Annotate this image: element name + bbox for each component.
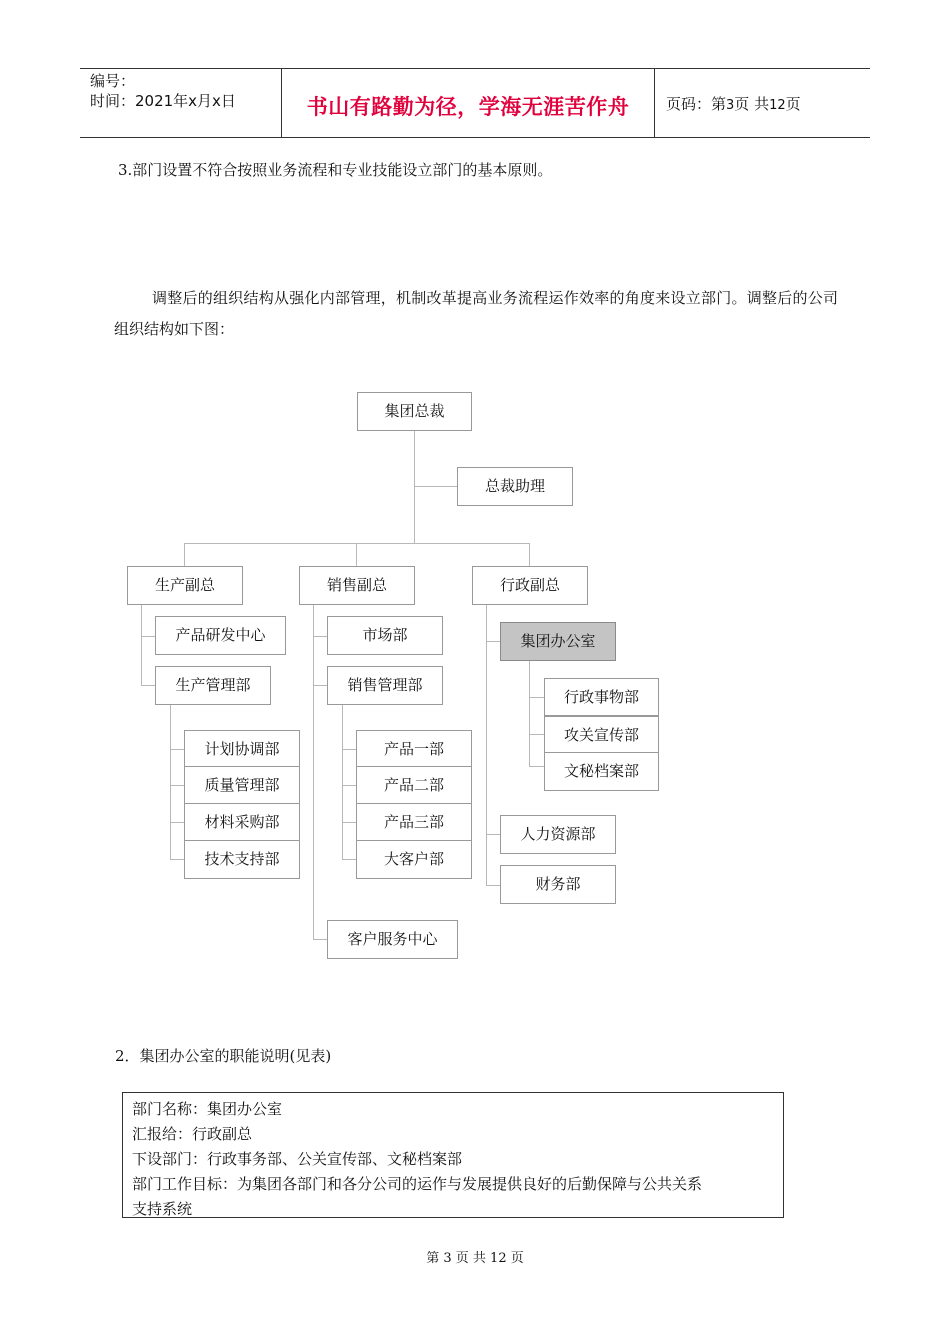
info-goal: 部门工作目标：为集团各部门和各分公司的运作与发展提供良好的后勤保障与公共关系	[132, 1175, 703, 1193]
org-node-tech-support: 技术支持部	[184, 840, 300, 879]
page-middle: 页 共	[734, 95, 770, 113]
header-number-label: 编号：	[90, 72, 136, 90]
org-node-product-1: 产品一部	[356, 730, 472, 768]
org-node-quality: 质量管理部	[184, 766, 300, 804]
header-meta	[90, 71, 236, 111]
header-page-number	[666, 93, 801, 114]
org-node-production-mgmt: 生产管理部	[155, 666, 271, 705]
org-node-product-3: 产品三部	[356, 803, 472, 841]
org-node-group-office: 集团办公室	[500, 622, 616, 661]
page-current: 3	[726, 98, 735, 113]
org-node-product-2: 产品二部	[356, 766, 472, 804]
dept-info-table	[122, 1092, 784, 1218]
info-reports-to: 汇报给：行政副总	[132, 1125, 253, 1143]
org-node-assistant: 总裁助理	[457, 467, 573, 506]
header-motto: 书山有路勤为径，学海无涯苦作舟	[306, 95, 630, 119]
org-node-archives: 文秘档案部	[544, 752, 659, 791]
org-node-planning: 计划协调部	[184, 730, 300, 768]
org-node-pr: 攻关宣传部	[544, 716, 659, 754]
org-node-sales-mgmt: 销售管理部	[327, 666, 443, 705]
org-node-president: 集团总裁	[357, 392, 472, 431]
org-node-hr: 人力资源部	[500, 815, 616, 854]
page-suffix: 页	[785, 95, 801, 113]
org-node-purchasing: 材料采购部	[184, 803, 300, 841]
org-node-market: 市场部	[327, 616, 443, 655]
section-2-title: 2．集团办公室的职能说明(见表)	[115, 1047, 332, 1065]
info-dept-name: 部门名称：集团办公室	[132, 1100, 283, 1118]
org-node-key-accounts: 大客户部	[356, 840, 472, 879]
org-node-sales-vp: 销售副总	[299, 566, 415, 605]
header-time-label: 时间：2021年x月x日	[90, 92, 236, 110]
org-node-customer-service: 客户服务中心	[327, 920, 458, 959]
info-goal-cont: 支持系统	[132, 1200, 193, 1218]
org-node-admin-affairs: 行政事物部	[544, 678, 659, 716]
body-paragraph: 调整后的组织结构从强化内部管理，机制改革提高业务流程运作效率的角度来设立部门。调整后的公司组织结构如下图：	[114, 289, 838, 338]
page-total: 12	[769, 98, 786, 113]
org-node-finance: 财务部	[500, 865, 616, 904]
org-node-admin-vp: 行政副总	[472, 566, 588, 605]
info-sub-depts: 下设部门：行政事务部、公关宣传部、文秘档案部	[132, 1150, 463, 1168]
org-node-production-vp: 生产副总	[127, 566, 243, 605]
page-header	[80, 68, 870, 138]
intro-item: 3.部门设置不符合按照业务流程和专业技能设立部门的基本原则。	[118, 161, 553, 179]
page-prefix: 页码：第	[666, 95, 727, 113]
org-node-rd-center: 产品研发中心	[155, 616, 286, 655]
page-footer: 第 3 页 共 12 页	[426, 1251, 524, 1266]
